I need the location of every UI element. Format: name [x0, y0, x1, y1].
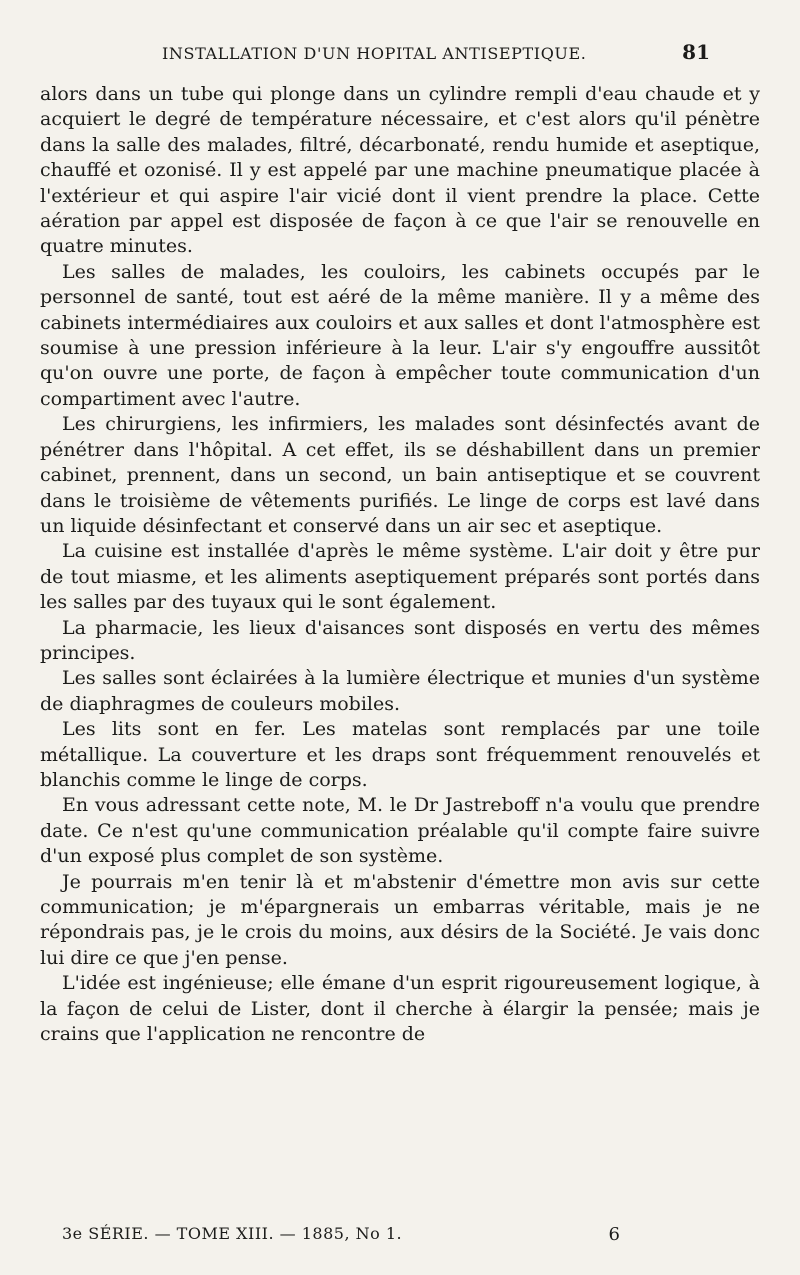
paragraph: Je pourrais m'en tenir là et m'abstenir d'émettre mon avis sur cette communication; je m'épargnerais un embarras véritable, mais je ne répondrais pas, je le crois du moins, aux désirs de la Société. Je vais donc lui dire ce que j'en pense.: [40, 870, 760, 969]
paragraph: La cuisine est installée d'après le même système. L'air doit y être pur de tout miasme, et les aliments aseptiquement préparés sont portés dans les salles par des tuyaux qui le sont également.: [40, 540, 760, 614]
page-footer: [62, 1224, 620, 1245]
paragraph: En vous adressant cette note, M. le Dr Jastreboff n'a voulu que prendre date. Ce n'est qu'une communication préalable qu'il compte faire suivre d'un exposé plus complet de son système.: [40, 794, 760, 868]
paragraph: La pharmacie, les lieux d'aisances sont disposés en vertu des mêmes principes.: [40, 616, 760, 664]
footer-sheet-number: 6: [608, 1224, 620, 1245]
running-head: [40, 40, 760, 80]
paragraph: Les chirurgiens, les infirmiers, les malades sont désinfectés avant de pénétrer dans l'hôpital. A cet effet, ils se déshabillent dans un premier cabinet, prennent, dans un second, un bain antiseptique et se couvrent dans le troisième de vêtements purifiés. Le linge de corps est lavé dans un liquide désinfectant et conservé dans un air sec et aseptique.: [40, 413, 760, 537]
paragraph: L'idée est ingénieuse; elle émane d'un esprit rigoureusement logique, à la façon de celui de Lister, dont il cherche à élargir la pensée; mais je crains que l'application ne rencontre de: [40, 972, 760, 1046]
page-number: 81: [682, 40, 710, 64]
running-title: INSTALLATION D'UN HOPITAL ANTISEPTIQUE.: [162, 44, 587, 63]
paragraph: alors dans un tube qui plonge dans un cylindre rempli d'eau chaude et y acquiert le degré de température nécessaire, et c'est alors qu'il pénètre dans la salle des malades, filtré, décarbonaté, rendu humide et aseptique, chauffé et ozonisé. Il y est appelé par une machine pneumatique placée à l'extérieur et qui aspire l'air vicié dont il vient prendre la place. Cette aération par appel est disposée de façon à ce que l'air se renouvelle en quatre minutes.: [40, 83, 760, 258]
body-text: [40, 82, 760, 1047]
footer-signature: 3e SÉRIE. — TOME XIII. — 1885, No 1.: [62, 1224, 403, 1243]
paragraph: Les salles de malades, les couloirs, les cabinets occupés par le personnel de santé, tout est aéré de la même manière. Il y a même des cabinets intermédiaires aux couloirs et aux salles et dont l'atmosphère est soumise à une pression inférieure à la leur. L'air s'y engouffre aussitôt qu'on ouvre une porte, de façon à empêcher toute communication d'un compartiment avec l'autre.: [40, 260, 760, 410]
paragraph: Les salles sont éclairées à la lumière électrique et munies d'un système de diaphragmes de couleurs mobiles.: [40, 667, 760, 715]
paragraph: Les lits sont en fer. Les matelas sont remplacés par une toile métallique. La couverture et les draps sont fréquemment renouvelés et blanchis comme le linge de corps.: [40, 718, 760, 791]
